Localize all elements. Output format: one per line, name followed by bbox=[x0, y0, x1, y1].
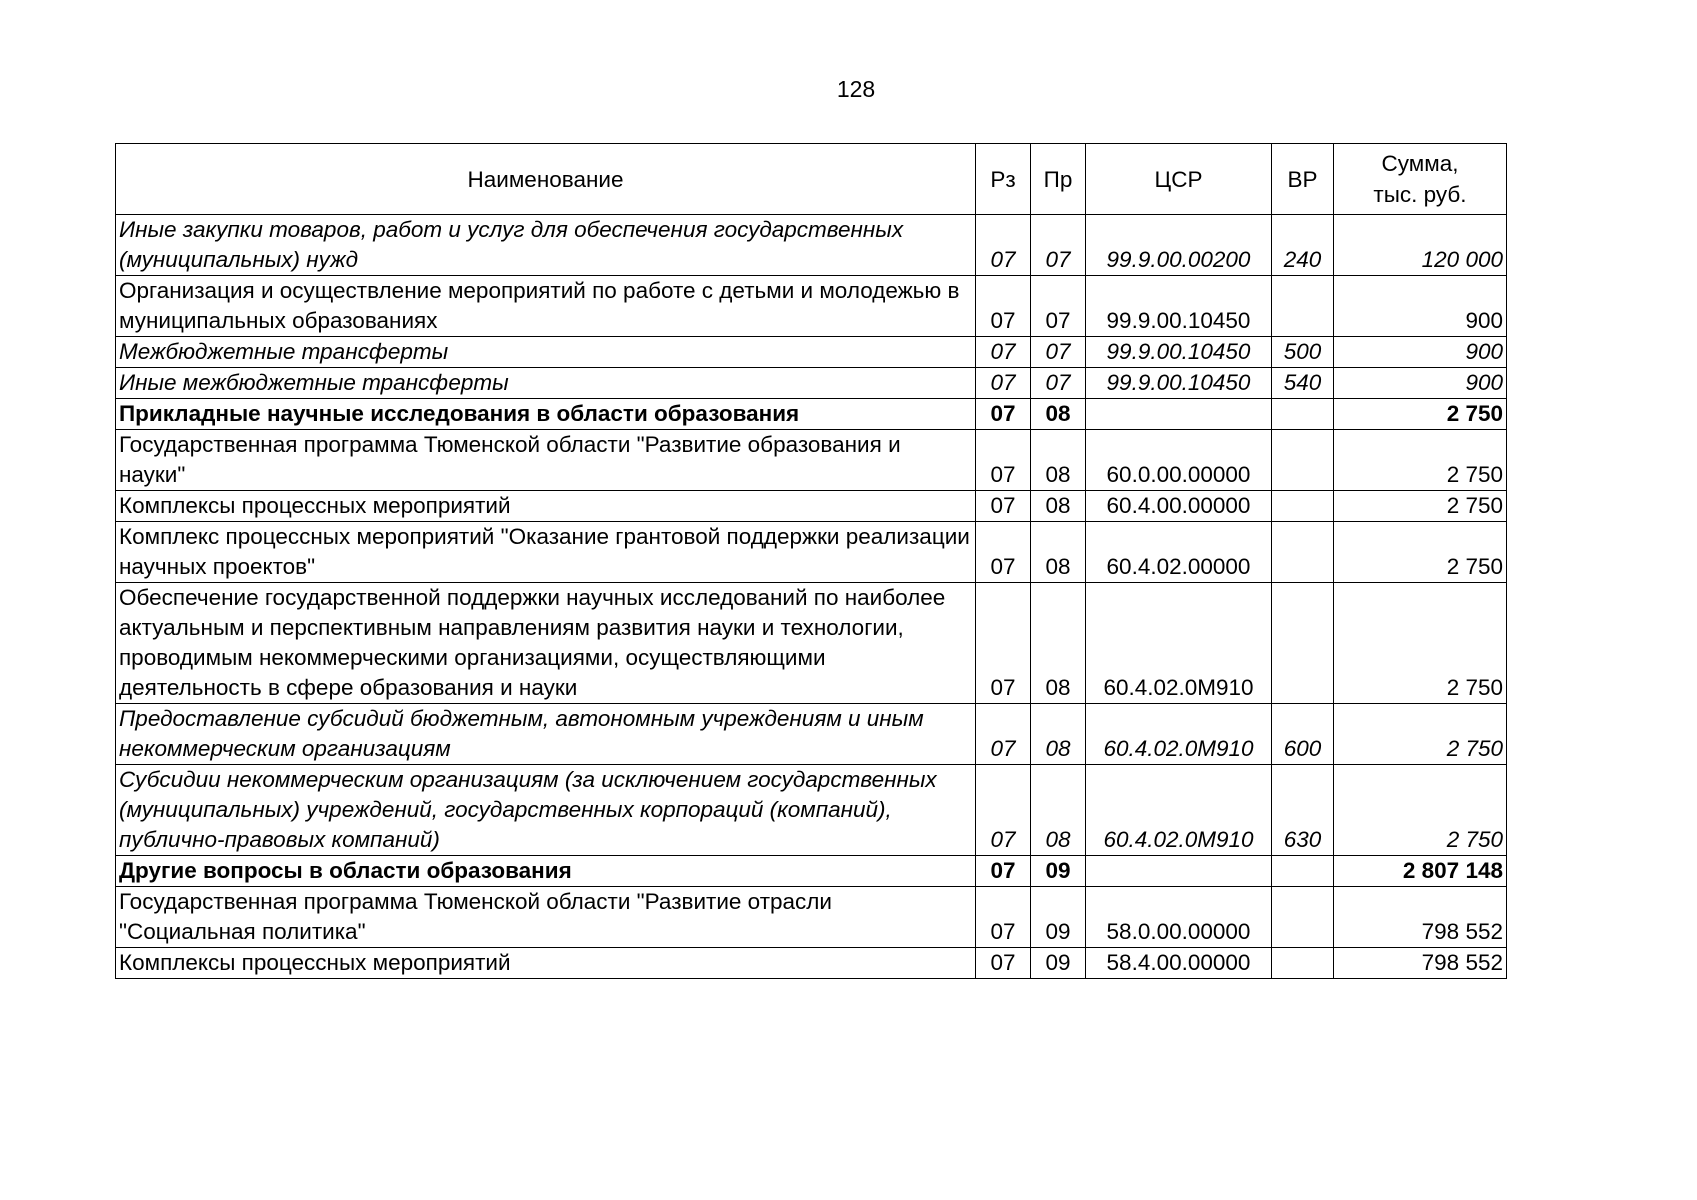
cell-csr: 58.4.00.00000 bbox=[1086, 948, 1272, 979]
cell-sum: 2 750 bbox=[1334, 765, 1507, 856]
cell-sum: 120 000 bbox=[1334, 215, 1507, 276]
header-sum-line1: Сумма, bbox=[1381, 151, 1459, 176]
cell-name: Государственная программа Тюменской области "Развитие отрасли "Социальная политика" bbox=[116, 887, 976, 948]
cell-rz: 07 bbox=[976, 430, 1031, 491]
cell-rz: 07 bbox=[976, 276, 1031, 337]
cell-pr: 07 bbox=[1031, 337, 1086, 368]
cell-csr bbox=[1086, 856, 1272, 887]
cell-csr: 58.0.00.00000 bbox=[1086, 887, 1272, 948]
cell-rz: 07 bbox=[976, 399, 1031, 430]
cell-vr bbox=[1272, 887, 1334, 948]
cell-name: Прикладные научные исследования в области образования bbox=[116, 399, 976, 430]
cell-name: Субсидии некоммерческим организациям (за исключением государственных (муниципальных) учреждений, государственных корпораций (компаний), публично-правовых компаний) bbox=[116, 765, 976, 856]
cell-name: Комплексы процессных мероприятий bbox=[116, 948, 976, 979]
cell-vr bbox=[1272, 491, 1334, 522]
table-row bbox=[116, 887, 1507, 948]
cell-vr bbox=[1272, 522, 1334, 583]
cell-rz: 07 bbox=[976, 583, 1031, 704]
cell-sum: 798 552 bbox=[1334, 948, 1507, 979]
cell-rz: 07 bbox=[976, 215, 1031, 276]
table-row bbox=[116, 948, 1507, 979]
header-vr: ВР bbox=[1272, 144, 1334, 215]
cell-csr: 60.4.02.0М910 bbox=[1086, 704, 1272, 765]
header-rz: Рз bbox=[976, 144, 1031, 215]
cell-pr: 09 bbox=[1031, 856, 1086, 887]
cell-pr: 08 bbox=[1031, 491, 1086, 522]
table-header-row bbox=[116, 144, 1507, 215]
cell-rz: 07 bbox=[976, 491, 1031, 522]
cell-vr bbox=[1272, 399, 1334, 430]
cell-sum: 900 bbox=[1334, 368, 1507, 399]
cell-vr: 600 bbox=[1272, 704, 1334, 765]
cell-rz: 07 bbox=[976, 368, 1031, 399]
cell-csr: 60.4.02.00000 bbox=[1086, 522, 1272, 583]
cell-sum: 2 750 bbox=[1334, 491, 1507, 522]
cell-pr: 07 bbox=[1031, 368, 1086, 399]
cell-vr bbox=[1272, 948, 1334, 979]
table-row bbox=[116, 399, 1507, 430]
cell-name: Межбюджетные трансферты bbox=[116, 337, 976, 368]
cell-rz: 07 bbox=[976, 887, 1031, 948]
table-row bbox=[116, 522, 1507, 583]
cell-sum: 2 750 bbox=[1334, 583, 1507, 704]
cell-csr: 60.4.02.0М910 bbox=[1086, 765, 1272, 856]
header-sum bbox=[1334, 144, 1507, 215]
table-row bbox=[116, 491, 1507, 522]
cell-rz: 07 bbox=[976, 948, 1031, 979]
cell-csr: 99.9.00.00200 bbox=[1086, 215, 1272, 276]
cell-vr bbox=[1272, 583, 1334, 704]
cell-name: Комплекс процессных мероприятий "Оказание грантовой поддержки реализации научных проектов" bbox=[116, 522, 976, 583]
cell-sum: 900 bbox=[1334, 337, 1507, 368]
cell-rz: 07 bbox=[976, 337, 1031, 368]
header-name: Наименование bbox=[116, 144, 976, 215]
table-row bbox=[116, 276, 1507, 337]
cell-csr: 99.9.00.10450 bbox=[1086, 368, 1272, 399]
cell-vr bbox=[1272, 856, 1334, 887]
cell-csr: 99.9.00.10450 bbox=[1086, 337, 1272, 368]
cell-sum: 2 750 bbox=[1334, 522, 1507, 583]
cell-csr: 60.4.02.0М910 bbox=[1086, 583, 1272, 704]
cell-pr: 07 bbox=[1031, 276, 1086, 337]
cell-name: Иные закупки товаров, работ и услуг для обеспечения государственных (муниципальных) нужд bbox=[116, 215, 976, 276]
table-row bbox=[116, 765, 1507, 856]
table-body bbox=[116, 215, 1507, 979]
cell-sum: 798 552 bbox=[1334, 887, 1507, 948]
header-pr: Пр bbox=[1031, 144, 1086, 215]
cell-name: Иные межбюджетные трансферты bbox=[116, 368, 976, 399]
cell-rz: 07 bbox=[976, 856, 1031, 887]
table-row bbox=[116, 215, 1507, 276]
cell-sum: 2 750 bbox=[1334, 704, 1507, 765]
cell-csr: 99.9.00.10450 bbox=[1086, 276, 1272, 337]
cell-pr: 08 bbox=[1031, 430, 1086, 491]
cell-csr bbox=[1086, 399, 1272, 430]
cell-rz: 07 bbox=[976, 704, 1031, 765]
cell-csr: 60.4.00.00000 bbox=[1086, 491, 1272, 522]
cell-pr: 07 bbox=[1031, 215, 1086, 276]
cell-sum: 2 750 bbox=[1334, 430, 1507, 491]
cell-rz: 07 bbox=[976, 765, 1031, 856]
cell-vr bbox=[1272, 276, 1334, 337]
table-row bbox=[116, 430, 1507, 491]
table-row bbox=[116, 583, 1507, 704]
cell-vr bbox=[1272, 430, 1334, 491]
cell-rz: 07 bbox=[976, 522, 1031, 583]
header-csr: ЦСР bbox=[1086, 144, 1272, 215]
cell-pr: 08 bbox=[1031, 522, 1086, 583]
cell-name: Государственная программа Тюменской области "Развитие образования и науки" bbox=[116, 430, 976, 491]
page-number: 128 bbox=[836, 76, 876, 102]
cell-name: Предоставление субсидий бюджетным, автономным учреждениям и иным некоммерческим организациям bbox=[116, 704, 976, 765]
cell-vr: 540 bbox=[1272, 368, 1334, 399]
cell-sum: 2 750 bbox=[1334, 399, 1507, 430]
budget-table bbox=[115, 143, 1507, 979]
table-row bbox=[116, 856, 1507, 887]
header-sum-line2: тыс. руб. bbox=[1373, 182, 1467, 207]
cell-pr: 08 bbox=[1031, 765, 1086, 856]
cell-pr: 09 bbox=[1031, 887, 1086, 948]
cell-name: Организация и осуществление мероприятий по работе с детьми и молодежью в муниципальных образованиях bbox=[116, 276, 976, 337]
cell-sum: 900 bbox=[1334, 276, 1507, 337]
cell-pr: 08 bbox=[1031, 704, 1086, 765]
cell-csr: 60.0.00.00000 bbox=[1086, 430, 1272, 491]
table-row bbox=[116, 337, 1507, 368]
table-row bbox=[116, 704, 1507, 765]
cell-pr: 09 bbox=[1031, 948, 1086, 979]
cell-vr: 240 bbox=[1272, 215, 1334, 276]
cell-name: Комплексы процессных мероприятий bbox=[116, 491, 976, 522]
cell-name: Другие вопросы в области образования bbox=[116, 856, 976, 887]
cell-pr: 08 bbox=[1031, 399, 1086, 430]
table-row bbox=[116, 368, 1507, 399]
cell-sum: 2 807 148 bbox=[1334, 856, 1507, 887]
cell-vr: 630 bbox=[1272, 765, 1334, 856]
cell-pr: 08 bbox=[1031, 583, 1086, 704]
cell-name: Обеспечение государственной поддержки научных исследований по наиболее актуальным и перспективным направлениям развития науки и технологии, проводимым некоммерческими организациями, осуществляющими деятельность в сфере образования и науки bbox=[116, 583, 976, 704]
cell-vr: 500 bbox=[1272, 337, 1334, 368]
